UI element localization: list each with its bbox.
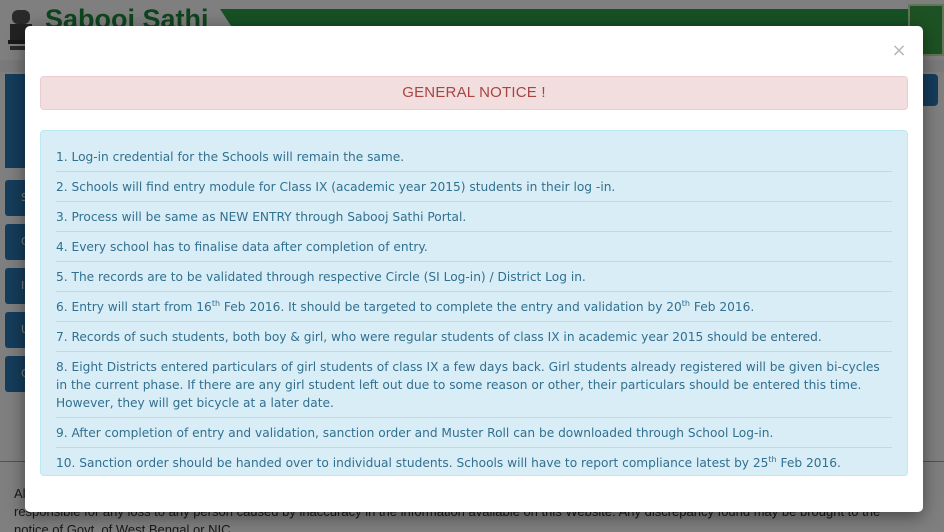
notice-list [40, 130, 908, 476]
notice-item-6-part-a: 6. Entry will start from 16 [56, 300, 212, 314]
notice-item-4: 4. Every school has to finalise data after completion of entry. [56, 232, 892, 262]
notice-item-9: 9. After completion of entry and validation, sanction order and Muster Roll can be downloaded through School Log-in. [56, 418, 892, 448]
notice-item-1: 1. Log-in credential for the Schools will remain the same. [56, 142, 892, 172]
notice-item-10 [56, 448, 892, 477]
notice-item-10-part-a: 10. Sanction order should be handed over to individual students. Schools will have to report compliance latest by 25 [56, 456, 769, 470]
notice-item-7: 7. Records of such students, both boy & girl, who were regular students of class IX in academic year 2015 should be entered. [56, 322, 892, 352]
notice-item-5: 5. The records are to be validated through respective Circle (SI Log-in) / District Log in. [56, 262, 892, 292]
notice-item-8: 8. Eight Districts entered particulars of girl students of class IX a few days back. Girl students already registered will be given bi-cycles in the current phase. If there are any girl student left out due to some reason or other, their particulars should be entered this time. However, they will get bicycle at a later date. [56, 352, 892, 418]
notice-item-10-part-b: Feb 2016. [776, 456, 841, 470]
close-icon[interactable]: × [891, 40, 907, 61]
notice-item-6-sup-b: th [681, 298, 691, 308]
notice-title: GENERAL NOTICE ! [40, 76, 908, 110]
notice-item-10-sup-a: th [768, 454, 777, 464]
notice-item-6-sup-a: th [211, 298, 221, 308]
notice-item-3: 3. Process will be same as NEW ENTRY through Sabooj Sathi Portal. [56, 202, 892, 232]
notice-item-6 [56, 292, 892, 322]
general-notice-modal [25, 26, 923, 512]
notice-item-6-part-c: Feb 2016. [690, 300, 755, 314]
notice-item-2: 2. Schools will find entry module for Class IX (academic year 2015) students in their log -in. [56, 172, 892, 202]
notice-item-6-part-b: Feb 2016. It should be targeted to complete the entry and validation by 20 [220, 300, 682, 314]
